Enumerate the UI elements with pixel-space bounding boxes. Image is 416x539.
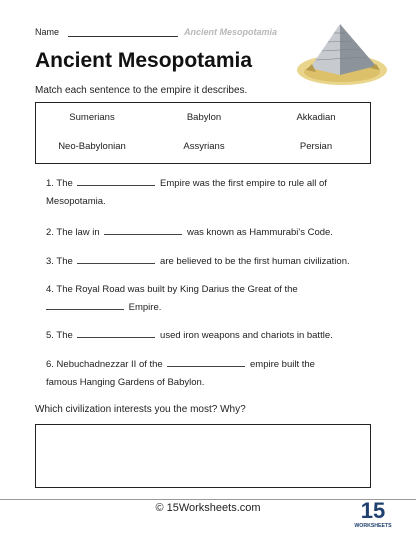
word-bank — [35, 102, 371, 164]
question-text: famous Hanging Gardens of Babylon. — [46, 377, 205, 388]
question-2 — [46, 224, 333, 242]
question-text: 6. Nebuchadnezzar II of the — [46, 359, 163, 370]
question-4 — [46, 281, 298, 317]
name-line[interactable] — [68, 36, 178, 37]
answer-blank[interactable] — [77, 253, 155, 264]
question-text: are believed to be the first human civilization. — [160, 256, 350, 267]
question-text: empire built the — [250, 359, 315, 370]
logo-number: 15 — [360, 498, 386, 523]
question-5 — [46, 327, 333, 345]
question-text: 1. The — [46, 178, 73, 189]
answer-blank[interactable] — [46, 299, 124, 310]
logo-text: WORKSHEETS — [354, 523, 392, 529]
question-text: 5. The — [46, 330, 73, 341]
word-bank-item: Persian — [299, 141, 333, 152]
question-text: Empire. — [128, 302, 162, 313]
page-title: Ancient Mesopotamia — [35, 49, 253, 72]
question-text: was known as Hammurabi's Code. — [186, 227, 333, 238]
word-bank-item: Neo-Babylonian — [58, 141, 126, 152]
word-bank-item: Assyrians — [183, 141, 225, 152]
instruction-text: Match each sentence to the empire it describes. — [35, 85, 248, 96]
answer-blank[interactable] — [77, 175, 155, 186]
question-text: Mesopotamia. — [46, 196, 106, 207]
word-bank-item: Babylon — [186, 112, 222, 123]
name-label: Name — [35, 27, 60, 37]
question-text: Empire was the first empire to rule all of — [160, 178, 327, 189]
question-1 — [46, 175, 327, 211]
answer-box[interactable] — [35, 424, 371, 488]
question-text: 4. The Royal Road was built by King Darius the Great of the — [46, 284, 298, 295]
answer-blank[interactable] — [104, 224, 182, 235]
answer-blank[interactable] — [77, 327, 155, 338]
word-bank-item: Sumerians — [69, 112, 115, 123]
footer-copyright: © 15Worksheets.com — [155, 502, 261, 514]
answer-blank[interactable] — [167, 356, 245, 367]
word-bank-item: Akkadian — [296, 112, 336, 123]
question-text: 2. The law in — [46, 227, 100, 238]
open-question-prompt: Which civilization interests you the most? Why? — [35, 404, 246, 415]
question-text: 3. The — [46, 256, 73, 267]
question-text: used iron weapons and chariots in battle. — [160, 330, 333, 341]
header-subtitle: Ancient Mesopotamia — [184, 27, 278, 37]
pyramid-illustration — [296, 20, 388, 86]
question-3 — [46, 253, 350, 271]
worksheets-logo — [354, 497, 392, 529]
question-6 — [46, 356, 315, 392]
